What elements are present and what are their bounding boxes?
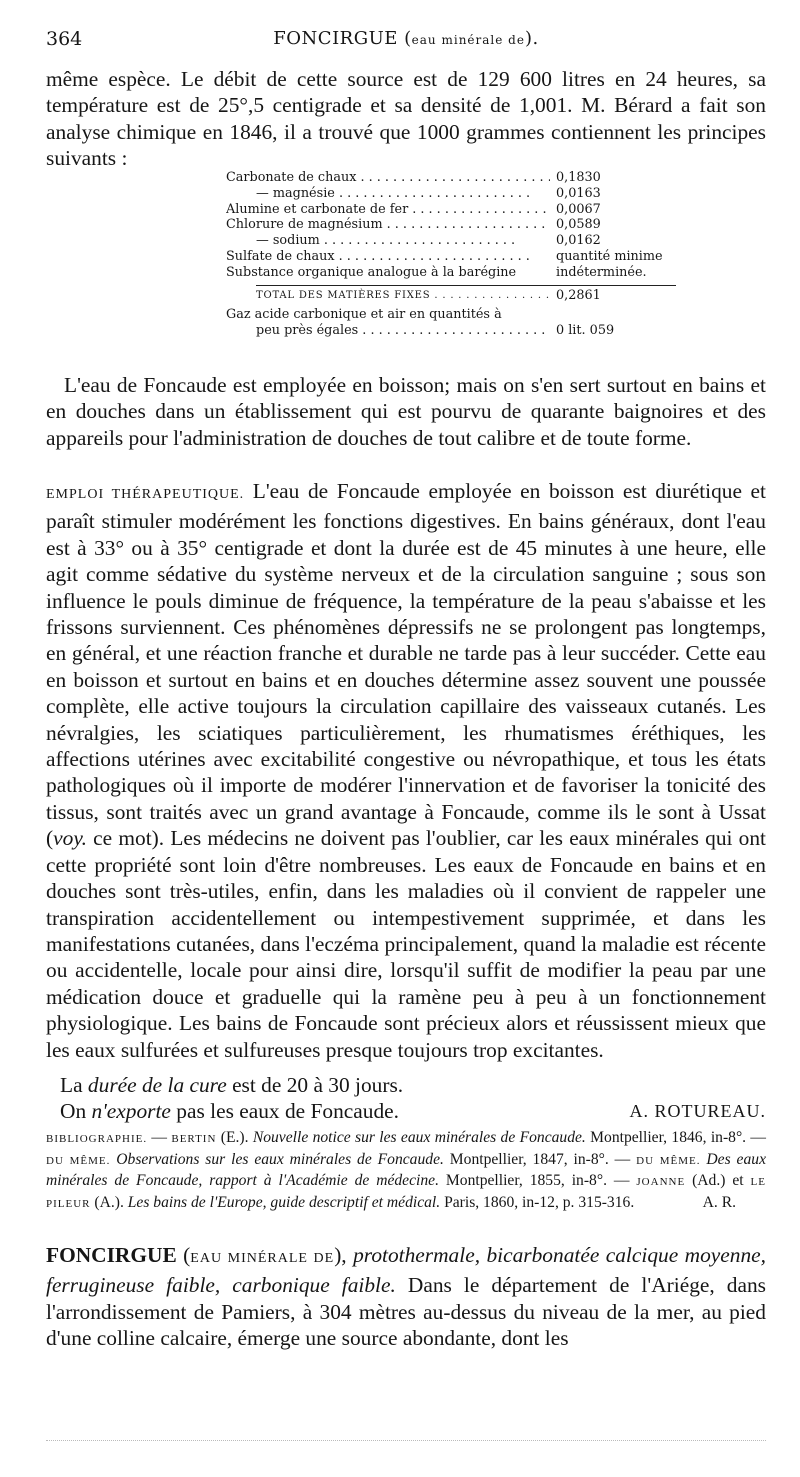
- running-header: [46, 28, 766, 54]
- analysis-gas-row: Gaz acide carbonique et air en quantités à: [226, 307, 502, 323]
- analysis-gas-row: peu près égales . . . 0 lit. 059: [226, 323, 676, 339]
- chemical-analysis-table: [226, 170, 676, 339]
- paragraph-source-description: même espèce. Le débit de cette source est de 129 600 litres en 24 heures, sa température est de 25°,5 centigrade et sa densité de 1,001. M. Bérard a fait son analyse chimique en 1846, il a trouvé que 1000 grammes contiennent les principes suivants :: [46, 67, 766, 171]
- analysis-total-row: TOTAL DES MATIÈRES FIXES . . . 0,2861: [226, 288, 676, 304]
- footer-rule: [46, 1440, 766, 1441]
- analysis-row: Carbonate de chaux . . . 0,1830: [226, 170, 676, 186]
- analysis-row: — sodium . . . 0,0162: [226, 233, 676, 249]
- table-rule: [256, 285, 676, 286]
- bibliography-signature: A. R.: [702, 1193, 736, 1211]
- analysis-row: Substance organique analogue à la barégine indéterminée.: [226, 264, 647, 280]
- paragraph-export: A. ROTUREAU. On n'exporte pas les eaux de Foncaude.: [60, 1099, 766, 1123]
- paragraph-therapeutic-use: EMPLOI THÉRAPEUTIQUE. L'eau de Foncaude employée en boisson est diurétique et paraît stimuler modérément les fonctions digestives. En bains généraux, dont l'eau est à 33° ou à 35° centigrade et dont la durée est de 45 minutes à une heure, elle agit comme sédative du système nerveux et de la circulation sanguine ; sous son influence le pouls diminue de fréquence, la température de la peau s'abaisse et les frissons surviennent. Ces phénomènes dépressifs ne se prolongent pas longtemps, en général, et une réaction franche et durable ne tarde pas à leur succéder. Cette eau en boisson et surtout en bains et en douches détermine assez souvent une poussée complète, elle active toujours la circulation capillaire des vaisseaux cutanés. Les névralgies, les sciatiques particulièrement, les rhumatismes éréthiques, les affections utérines avec excitabilité congestive ou névropathique, et tous les états pathologiques où il importe de modérer l'innervation et de favoriser la tonicité des tissus, sont traités avec un grand avantage à Foncaude, comme ils le sont à Ussat (voy. ce mot). Les médecins ne doivent pas l'oublier, car les eaux minérales qui ont cette propriété sont loin d'être nombreuses. Les eaux de Foncaude en bains et en douches sont très-utiles, enfin, dans les maladies où il convient de rappeler une transpiration accidentellement ou intempestivement supprimée, et dans les manifestations cutanées, dans l'eczéma principalement, quand la maladie est récente ou accidentelle, locale pour ainsi dire, lorsqu'il suffit de modifier la peau par une médication douce et graduelle qui la ramène peu à peu à un fonctionnement physiologique. Les bains de Foncaude sont précieux alors et réussissent mieux que les eaux sulfurées et sulfureuses presque toujours trop excitantes.: [46, 479, 766, 1062]
- section-heading: EMPLOI THÉRAPEUTIQUE.: [46, 487, 245, 502]
- paragraph-cure-duration: La durée de la cure est de 20 à 30 jours.: [60, 1073, 404, 1097]
- page-number: 364: [46, 28, 83, 50]
- analysis-row: Chlorure de magnésium . . . 0,0589: [226, 217, 676, 233]
- paragraph-foncirgue-entry: FONCIRGUE (EAU MINÉRALE DE), protothermale, bicarbonatée calcique moyenne, ferrugineuse faible, carbonique faible. Dans le département de l'Ariége, dans l'arrondissement de Pamiers, à 304 mètres au-dessus du niveau de la mer, au pied d'une colline calcaire, émerge une source abondante, dont les: [46, 1243, 767, 1351]
- paragraph-usage: L'eau de Foncaude est employée en boisson; mais on s'en sert surtout en bains et en douches dans un établissement qui est pourvu de quarante baignoires et des appareils pour l'administration de douches de tout calibre et de toute forme.: [46, 373, 766, 450]
- analysis-row: Sulfate de chaux . . . quantité minime: [226, 249, 676, 265]
- header-title-small-caps: eau minérale de: [411, 33, 525, 47]
- bibliography: BIBLIOGRAPHIE. — BERTIN (E.). Nouvelle notice sur les eaux minérales de Foncaude. Montpellier, 1846, in-8°. — DU MÊME. Observations sur les eaux minérales de Foncaude. Montpellier, 1847, in-8°. — DU MÊME. Des eaux minérales de Foncaude, rapport à l'Académie de médecine. Montpellier, 1855, in-8°. — JOANNE (Ad.) et LE PILEUR (A.). Les bains de l'Europe, guide descriptif et médical. Paris, 1860, in-12, p. 315-316. A. R.: [46, 1129, 767, 1211]
- entry-headword: FONCIRGUE: [46, 1243, 177, 1267]
- header-title: FONCIRGUE (eau minérale de).: [273, 28, 539, 49]
- analysis-row: Alumine et carbonate de fer . . . 0,0067: [226, 202, 676, 218]
- author-signature: A. ROTUREAU.: [629, 1101, 766, 1121]
- analysis-row: — magnésie . . . 0,0163: [226, 186, 676, 202]
